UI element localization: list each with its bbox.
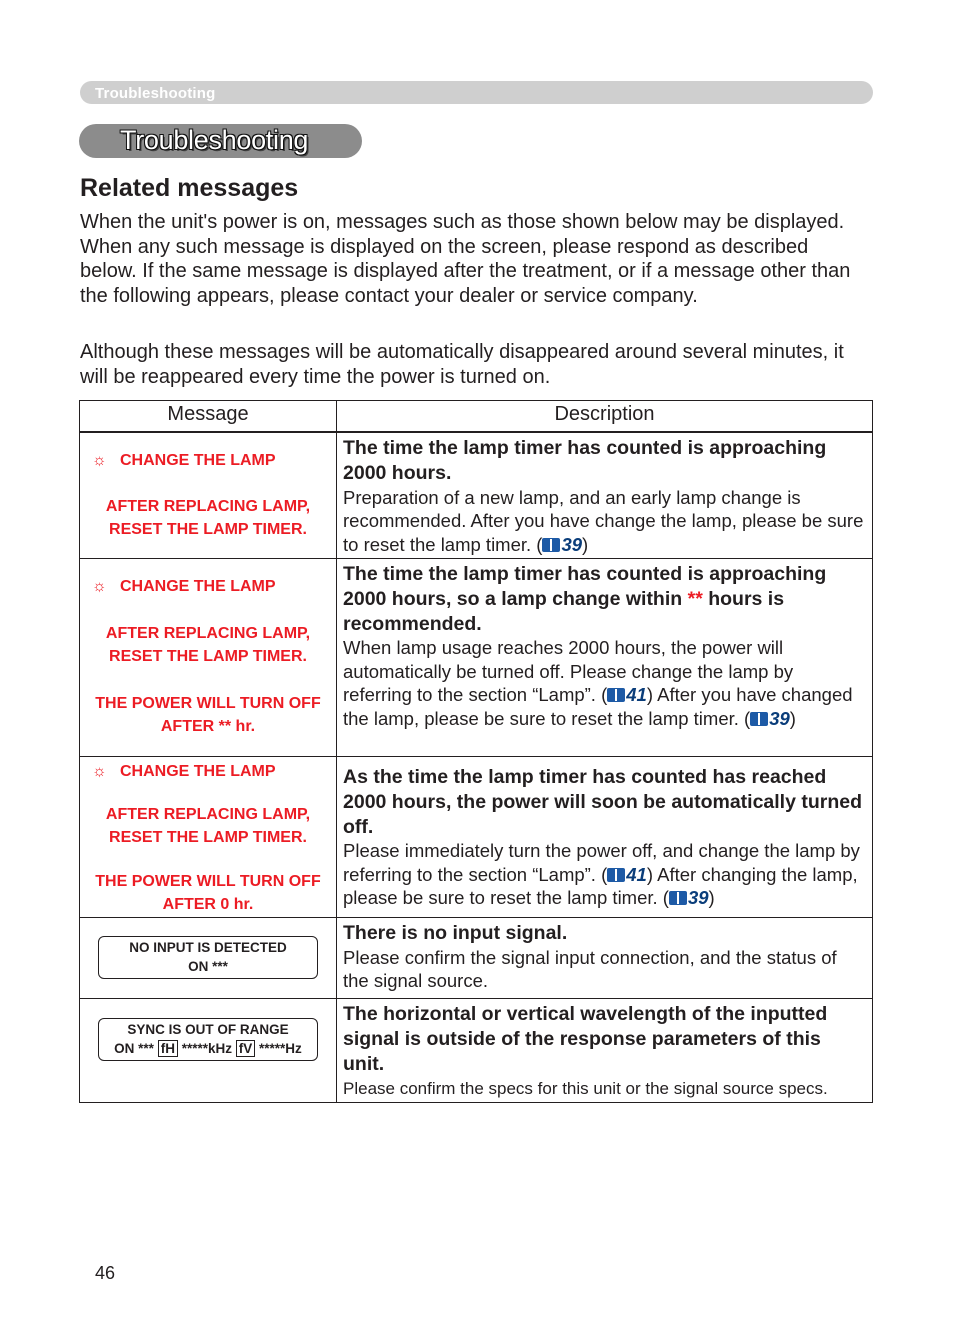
description-cell: [337, 559, 873, 757]
message-text: AFTER REPLACING LAMP,: [105, 806, 311, 824]
message-text: AFTER REPLACING LAMP,: [105, 625, 311, 643]
page-reference[interactable]: 41: [626, 684, 647, 706]
page-heading: Related messages: [80, 174, 299, 202]
description-title: There is no input signal.: [343, 922, 568, 945]
box-text: ON ***: [188, 959, 228, 975]
book-icon: [607, 868, 625, 882]
message-text: CHANGE THE LAMP: [120, 452, 276, 469]
page-reference[interactable]: 39: [561, 533, 583, 555]
book-icon: [669, 891, 687, 905]
message-cell: [80, 918, 337, 999]
message-text: AFTER REPLACING LAMP,: [105, 498, 311, 515]
description-cell: [337, 999, 873, 1103]
table-header-row: [80, 401, 873, 433]
fh-label: fH: [158, 1040, 178, 1057]
message-cell: [80, 559, 337, 757]
message-text: RESET THE LAMP TIMER.: [109, 829, 307, 847]
description-cell: [337, 432, 873, 559]
table-row: [80, 918, 873, 999]
table-row: [80, 432, 873, 559]
lamp-line: [80, 575, 336, 598]
page-reference[interactable]: 41: [626, 863, 647, 885]
lamp-line: [80, 449, 336, 472]
description-title: The time the lamp timer has counted is approaching 2000 hours.: [343, 437, 827, 484]
description-text: ): [582, 533, 589, 555]
message-text: CHANGE THE LAMP: [120, 763, 276, 781]
page-number: 46: [95, 1263, 116, 1283]
table-row: [80, 757, 873, 918]
section-title: Troubleshooting: [120, 125, 309, 155]
on-screen-message-box: [98, 1018, 318, 1061]
message-text: THE POWER WILL TURN OFF: [95, 873, 321, 891]
section-title-pill: [79, 124, 362, 158]
hours-placeholder: **: [687, 587, 703, 610]
box-text: ON ***: [114, 1041, 154, 1057]
description-title-part: The time the lamp timer has counted is approaching 2000 hours, so a lamp change within: [343, 563, 827, 610]
fv-label: fV: [236, 1040, 256, 1057]
box-text-line: [99, 1039, 317, 1058]
message-cell: [80, 432, 337, 559]
intro-paragraph-2: Although these messages will be automatically disappeared around several minutes, it will be reappeared every time the power is turned on.: [80, 341, 844, 388]
message-text: RESET THE LAMP TIMER.: [109, 521, 307, 538]
book-icon: [542, 538, 560, 552]
box-text: *****Hz: [259, 1041, 302, 1057]
header-label: Troubleshooting: [95, 85, 216, 102]
table-row: [80, 559, 873, 757]
description-text: Please confirm the specs for this unit or the signal source specs.: [343, 1079, 828, 1099]
description-text: Preparation of a new lamp, and an early lamp change is recommended. After you have change the lamp, please be sure to reset the lamp timer. (: [343, 486, 864, 555]
description-text: ): [708, 887, 715, 909]
description-text: ) After changing the lamp, please be sure to reset the lamp timer. (: [343, 863, 858, 909]
column-header-message: Message: [80, 401, 337, 433]
description-cell: [337, 918, 873, 999]
description-title: The horizontal or vertical wavelength of the inputted signal is outside of the response parameters of this unit.: [343, 1003, 828, 1075]
box-text: SYNC IS OUT OF RANGE: [127, 1022, 289, 1038]
sun-icon: ☼: [92, 452, 107, 469]
page-reference[interactable]: 39: [769, 707, 790, 729]
description-text: When lamp usage reaches 2000 hours, the power will automatically be turned off. Please change the lamp by referring to the section “Lamp”. (: [343, 637, 794, 706]
table-row: [80, 999, 873, 1103]
message-text: CHANGE THE LAMP: [120, 578, 276, 596]
messages-table: [79, 400, 873, 1103]
message-text: RESET THE LAMP TIMER.: [109, 648, 307, 666]
on-screen-message-box: [98, 936, 318, 979]
description-title: As the time the lamp timer has counted has reached 2000 hours, the power will soon be automatically turned off.: [343, 766, 863, 838]
sun-icon: ☼: [92, 763, 107, 781]
message-cell: [80, 999, 337, 1103]
description-text: Please confirm the signal input connection, and the status of the signal source.: [343, 946, 837, 992]
box-text: *****kHz: [181, 1041, 232, 1057]
description-text: Please immediately turn the power off, and change the lamp by referring to the section “Lamp”. (: [343, 840, 860, 885]
lamp-line: [80, 760, 336, 783]
description-title-part: hours is recommended.: [343, 587, 785, 635]
book-icon: [607, 688, 625, 702]
message-text: AFTER 0 hr.: [162, 896, 254, 914]
description-text: ) After you have changed the lamp, please be sure to reset the lamp timer. (: [343, 684, 853, 729]
book-icon: [750, 712, 768, 726]
description-text: ): [789, 707, 796, 729]
description-cell: [337, 757, 873, 918]
box-text: NO INPUT IS DETECTED: [129, 940, 287, 956]
header-bar: [80, 81, 873, 104]
intro-paragraph-1: When the unit's power is on, messages such as those shown below may be displayed. When any such message is displayed on the screen, please respond as described below. If the same message is displayed after the treatment, or if a message other than the following appears, please contact your dealer or service company.: [80, 211, 851, 308]
message-text: AFTER ** hr.: [160, 718, 256, 736]
column-header-description: Description: [337, 401, 873, 433]
sun-icon: ☼: [92, 578, 107, 596]
message-text: THE POWER WILL TURN OFF: [95, 695, 321, 713]
description-title: [343, 563, 826, 635]
page-reference[interactable]: 39: [687, 887, 709, 909]
message-cell: [80, 757, 337, 918]
